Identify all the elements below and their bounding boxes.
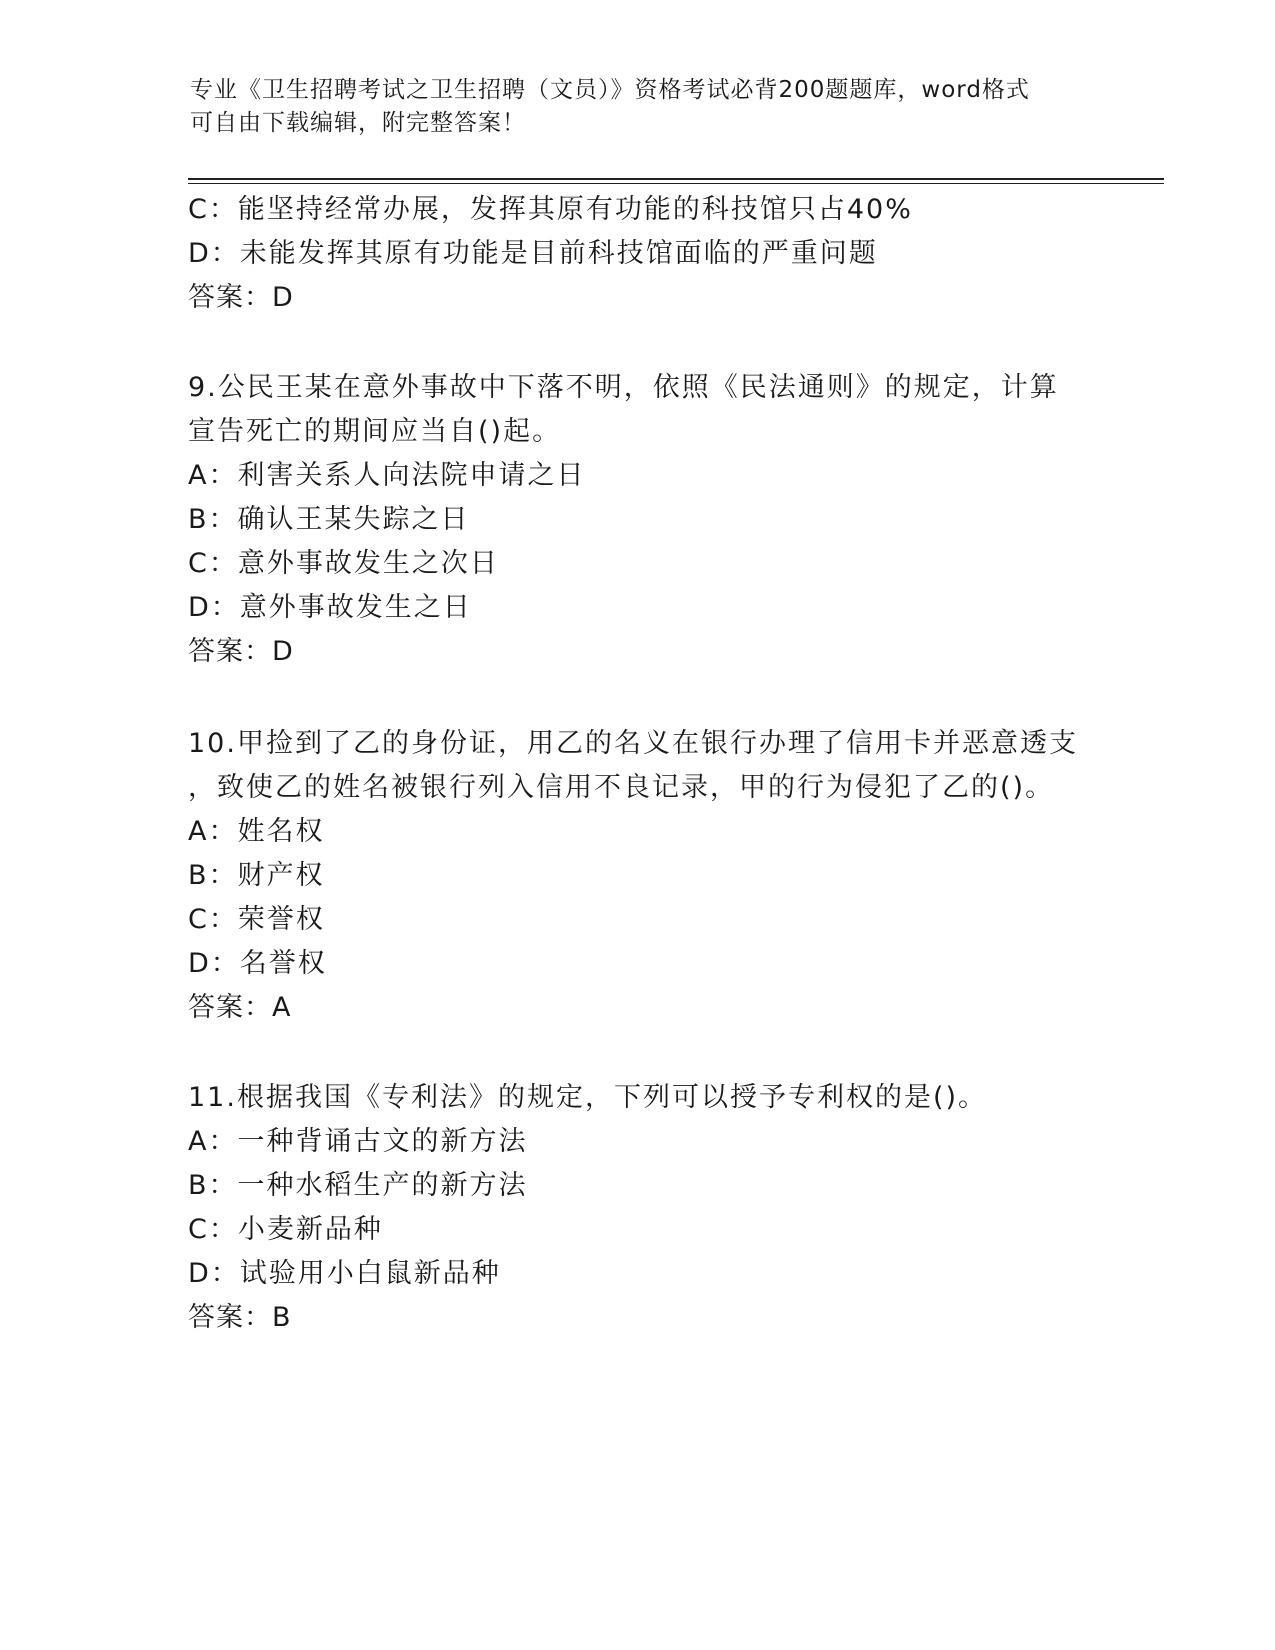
q10-answer: 答案：A <box>188 992 292 1023</box>
q11-option-b: B：一种水稻生产的新方法 <box>188 1170 528 1201</box>
header-divider <box>188 178 1164 180</box>
q10-option-b: B：财产权 <box>188 860 325 891</box>
q10-stem-line-1: 10.甲捡到了乙的身份证，用乙的名义在银行办理了信用卡并恶意透支 <box>188 728 1078 759</box>
header-title-line-1: 专业《卫生招聘考试之卫生招聘（文员）》资格考试必背200题题库，word格式 <box>190 77 1030 103</box>
header-divider-thin <box>188 183 1164 184</box>
q11-answer: 答案：B <box>188 1302 292 1333</box>
q10-option-d: D：名誉权 <box>188 948 327 979</box>
q11-option-d: D：试验用小白鼠新品种 <box>188 1258 501 1289</box>
q8-option-d: D：未能发挥其原有功能是目前科技馆面临的严重问题 <box>188 238 878 269</box>
header-title-line-2: 可自由下载编辑，附完整答案！ <box>190 110 526 136</box>
q8-answer: 答案：D <box>188 282 294 313</box>
q10-option-c: C：荣誉权 <box>188 904 325 935</box>
q8-option-c: C：能坚持经常办展，发挥其原有功能的科技馆只占40% <box>188 194 913 225</box>
q10-stem-line-2: ，致使乙的姓名被银行列入信用不良记录，甲的行为侵犯了乙的()。 <box>188 772 1055 803</box>
q11-option-a: A：一种背诵古文的新方法 <box>188 1126 528 1157</box>
q11-stem-line-1: 11.根据我国《专利法》的规定，下列可以授予专利权的是()。 <box>188 1082 988 1113</box>
q11-option-c: C：小麦新品种 <box>188 1214 383 1245</box>
q9-option-c: C：意外事故发生之次日 <box>188 548 499 579</box>
document-header <box>190 74 1090 140</box>
q9-option-b: B：确认王某失踪之日 <box>188 504 470 535</box>
q9-option-a: A：利害关系人向法院申请之日 <box>188 460 586 491</box>
q10-option-a: A：姓名权 <box>188 816 325 847</box>
q9-option-d: D：意外事故发生之日 <box>188 592 472 623</box>
q9-stem-line-1: 9.公民王某在意外事故中下落不明，依照《民法通则》的规定，计算 <box>188 372 1059 403</box>
q9-answer: 答案：D <box>188 636 294 667</box>
q9-stem-line-2: 宣告死亡的期间应当自()起。 <box>188 416 562 447</box>
